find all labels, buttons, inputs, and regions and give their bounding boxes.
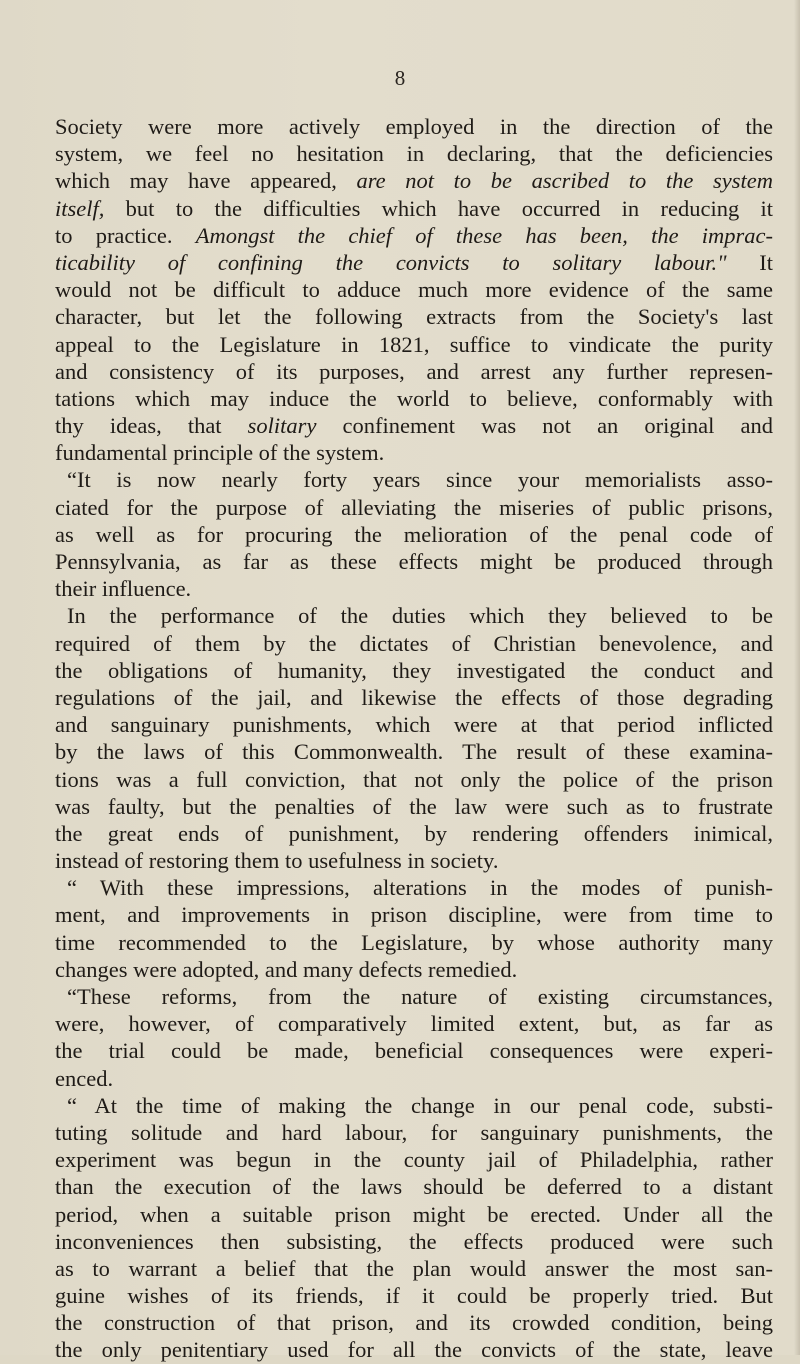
text-line — [55, 630, 773, 657]
text-line — [55, 195, 773, 222]
text-line — [55, 113, 773, 140]
text-line — [55, 575, 773, 602]
text-line — [55, 983, 773, 1010]
body-text — [55, 113, 773, 1364]
line-text: the only penitentiary used for all the convicts of the state, leave — [55, 1337, 773, 1363]
line-text: “ With these impressions, alterations in the modes of punish- — [67, 875, 773, 901]
line-text: regulations of the jail, and likewise the effects of those degrading — [55, 684, 773, 710]
line-text: “It is now nearly forty years since your memorialists asso- — [67, 467, 773, 493]
line-text: thy ideas, that — [55, 413, 248, 439]
text-line — [55, 1092, 773, 1119]
line-text: In the performance of the duties which they believed to be — [67, 603, 773, 629]
text-line — [55, 684, 773, 711]
text-line — [55, 1146, 773, 1173]
line-text: and consistency of its purposes, and arrest any further represen- — [55, 358, 773, 384]
line-text: as to warrant a belief that the plan would answer the most san- — [55, 1255, 773, 1281]
line-text: required of them by the dictates of Christian benevolence, and — [55, 630, 773, 656]
line-text: enced. — [55, 1065, 114, 1091]
line-text: time recommended to the Legislature, by whose authority many — [55, 929, 773, 955]
text-line — [55, 738, 773, 765]
italic-text: are not to be ascribed to the system — [356, 168, 773, 194]
text-line — [55, 385, 773, 412]
text-line — [55, 1282, 773, 1309]
line-text: the trial could be made, beneficial consequences were experi- — [55, 1038, 773, 1064]
line-text: the obligations of humanity, they investigated the conduct and — [55, 657, 773, 683]
text-line — [55, 331, 773, 358]
line-text: would not be difficult to adduce much more evidence of the same — [55, 277, 773, 303]
text-line — [55, 303, 773, 330]
italic-text: ticability of confining the convicts to solitary labour." — [55, 249, 727, 275]
text-line — [55, 1119, 773, 1146]
line-text: fundamental principle of the system. — [55, 440, 385, 466]
line-text: ciated for the purpose of alleviating the miseries of public prisons, — [55, 494, 773, 520]
line-text: system, we feel no hesitation in declaring, that the deficiencies — [55, 141, 773, 167]
line-text: confinement was not an original and — [316, 413, 773, 439]
line-text: Pennsylvania, as far as these effects might be produced through — [55, 549, 773, 574]
text-line — [55, 167, 773, 194]
line-text: appeal to the Legislature in 1821, suffice to vindicate the purity — [55, 331, 773, 357]
line-text: which may have appeared, — [55, 168, 357, 194]
line-text: were, however, of comparatively limited extent, but, as far as — [55, 1011, 773, 1037]
text-line — [55, 874, 773, 901]
text-line — [55, 929, 773, 956]
line-text: “These reforms, from the nature of existing circumstances, — [67, 984, 773, 1009]
line-text: to practice. — [55, 222, 196, 248]
line-text: Society were more actively employed in the direction of the — [55, 114, 773, 139]
text-line — [55, 1037, 773, 1064]
text-line — [55, 847, 773, 874]
text-line — [55, 222, 773, 249]
text-line — [55, 494, 773, 521]
text-line — [55, 358, 773, 385]
text-line — [55, 1309, 773, 1336]
text-line — [55, 711, 773, 738]
page-edge-shadow — [794, 0, 800, 1355]
line-text: “ At the time of making the change in our penal code, substi- — [67, 1092, 773, 1118]
line-text: was faulty, but the penalties of the law were such as to frustrate — [55, 793, 773, 819]
text-line — [55, 1010, 773, 1037]
text-line — [55, 412, 773, 439]
text-line — [55, 140, 773, 167]
text-line — [55, 1255, 773, 1282]
text-line — [55, 1336, 773, 1363]
italic-text: itself, — [55, 195, 105, 221]
line-text: instead of restoring them to usefulness in society. — [55, 848, 499, 874]
text-line — [55, 548, 773, 575]
line-text: the construction of that prison, and its crowded condition, being — [55, 1310, 773, 1336]
text-line — [55, 249, 773, 276]
line-text: experiment was begun in the county jail of Philadelphia, rather — [55, 1147, 773, 1173]
text-line — [55, 766, 773, 793]
italic-text: Amongst the chief of these has been, the imprac- — [195, 222, 773, 248]
text-line — [55, 1065, 773, 1092]
line-text: ment, and improvements in prison discipline, were from time to — [55, 902, 773, 928]
line-text: inconveniences then subsisting, the effects produced were such — [55, 1228, 773, 1254]
line-text: period, when a suitable prison might be erected. Under all the — [55, 1201, 773, 1227]
line-text: guine wishes of its friends, if it could be properly tried. But — [55, 1283, 773, 1309]
text-line — [55, 1201, 773, 1228]
line-text: but to the difficulties which have occurred in reducing it — [104, 195, 773, 221]
text-line — [55, 956, 773, 983]
text-line — [55, 276, 773, 303]
line-text: the great ends of punishment, by rendering offenders inimical, — [55, 820, 773, 846]
text-line — [55, 793, 773, 820]
text-line — [55, 1228, 773, 1255]
line-text: as well as for procuring the melioration of the penal code of — [55, 521, 773, 547]
text-line — [55, 1173, 773, 1200]
line-text: tions was a full conviction, that not only the police of the prison — [55, 766, 773, 792]
text-line — [55, 602, 773, 629]
text-line — [55, 439, 773, 466]
line-text: their influence. — [55, 576, 192, 602]
line-text: It — [726, 249, 773, 275]
line-text: tuting solitude and hard labour, for sanguinary punishments, the — [55, 1119, 773, 1145]
line-text: by the laws of this Commonwealth. The result of these examina- — [55, 739, 773, 765]
line-text: than the execution of the laws should be deferred to a distant — [55, 1174, 773, 1200]
line-text: changes were adopted, and many defects remedied. — [55, 956, 518, 982]
text-line — [55, 521, 773, 548]
line-text: tations which may induce the world to believe, conformably with — [55, 385, 773, 411]
italic-text: solitary — [247, 413, 317, 439]
page-number: 8 — [394, 66, 406, 90]
line-text: and sanguinary punishments, which were at that period inflicted — [55, 712, 773, 738]
text-line — [55, 901, 773, 928]
text-line — [55, 657, 773, 684]
line-text: character, but let the following extracts from the Society's last — [55, 304, 773, 330]
text-line — [55, 466, 773, 493]
text-line — [55, 820, 773, 847]
